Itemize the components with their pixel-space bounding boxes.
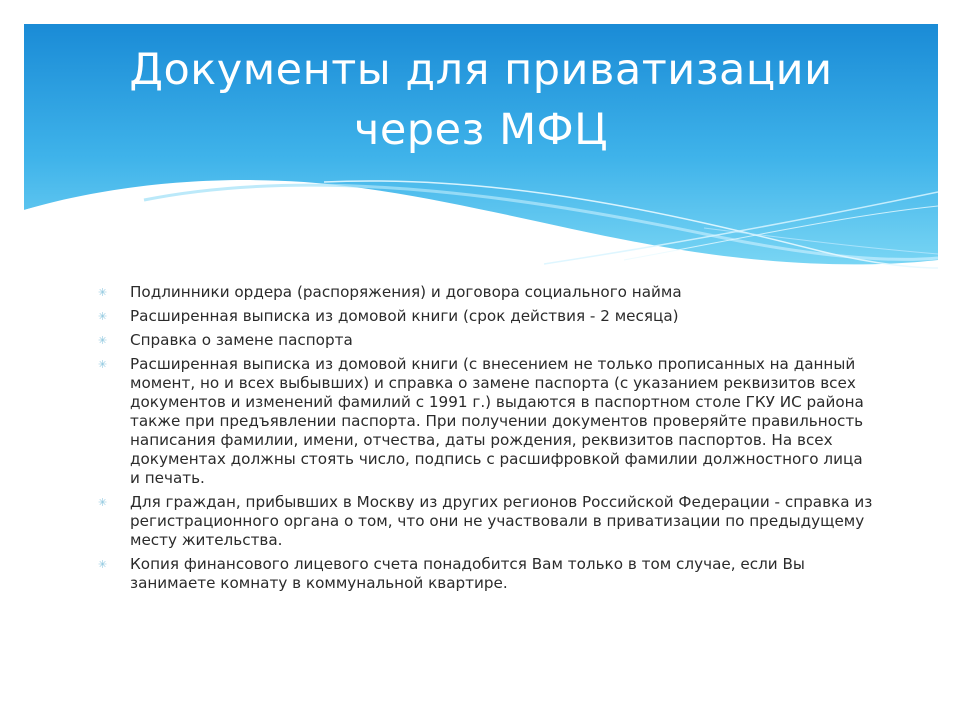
asterisk-bullet-icon: ✳ — [98, 334, 108, 347]
list-item-text: Копия финансового лицевого счета понадобится Вам только в том случае, если Вы занимаете комнату в коммунальной квартире. — [130, 555, 805, 592]
list-item-text: Расширенная выписка из домовой книги (с внесением не только прописанных на данный момент, но и всех выбывших) и справка о замене паспорта (с указанием реквизитов всех документов и изменений фамилий с 1991 г.) выдаются в паспортном столе ГКУ ИС района также при предъявлении паспорта. При получении документов проверяйте правильность написания фамилии, имени, отчества, даты рождения, реквизитов паспортов. На всех документах должны стоять число, подпись с расшифровкой фамилии должностного лица и печать. — [130, 355, 864, 487]
list-item-text: Подлинники ордера (распоряжения) и договора социального найма — [130, 283, 682, 301]
list-item — [96, 555, 876, 593]
list-item — [96, 283, 876, 302]
list-item-text: Справка о замене паспорта — [130, 331, 353, 349]
asterisk-bullet-icon: ✳ — [98, 358, 108, 371]
list-item — [96, 355, 876, 488]
asterisk-bullet-icon: ✳ — [98, 558, 108, 571]
list-item — [96, 307, 876, 326]
slide-title — [24, 40, 938, 160]
content-area — [96, 283, 876, 598]
title-line-2: через МФЦ — [353, 105, 609, 155]
list-item-text: Для граждан, прибывших в Москву из других регионов Российской Федерации - справка из регистрационного органа о том, что они не участвовали в приватизации по предыдущему месту жительства. — [130, 493, 873, 549]
asterisk-bullet-icon: ✳ — [98, 286, 108, 299]
asterisk-bullet-icon: ✳ — [98, 496, 108, 509]
title-line-1: Документы для приватизации — [129, 45, 833, 95]
asterisk-bullet-icon: ✳ — [98, 310, 108, 323]
list-item — [96, 331, 876, 350]
list-item — [96, 493, 876, 550]
bullet-list — [96, 283, 876, 593]
list-item-text: Расширенная выписка из домовой книги (срок действия - 2 месяца) — [130, 307, 679, 325]
